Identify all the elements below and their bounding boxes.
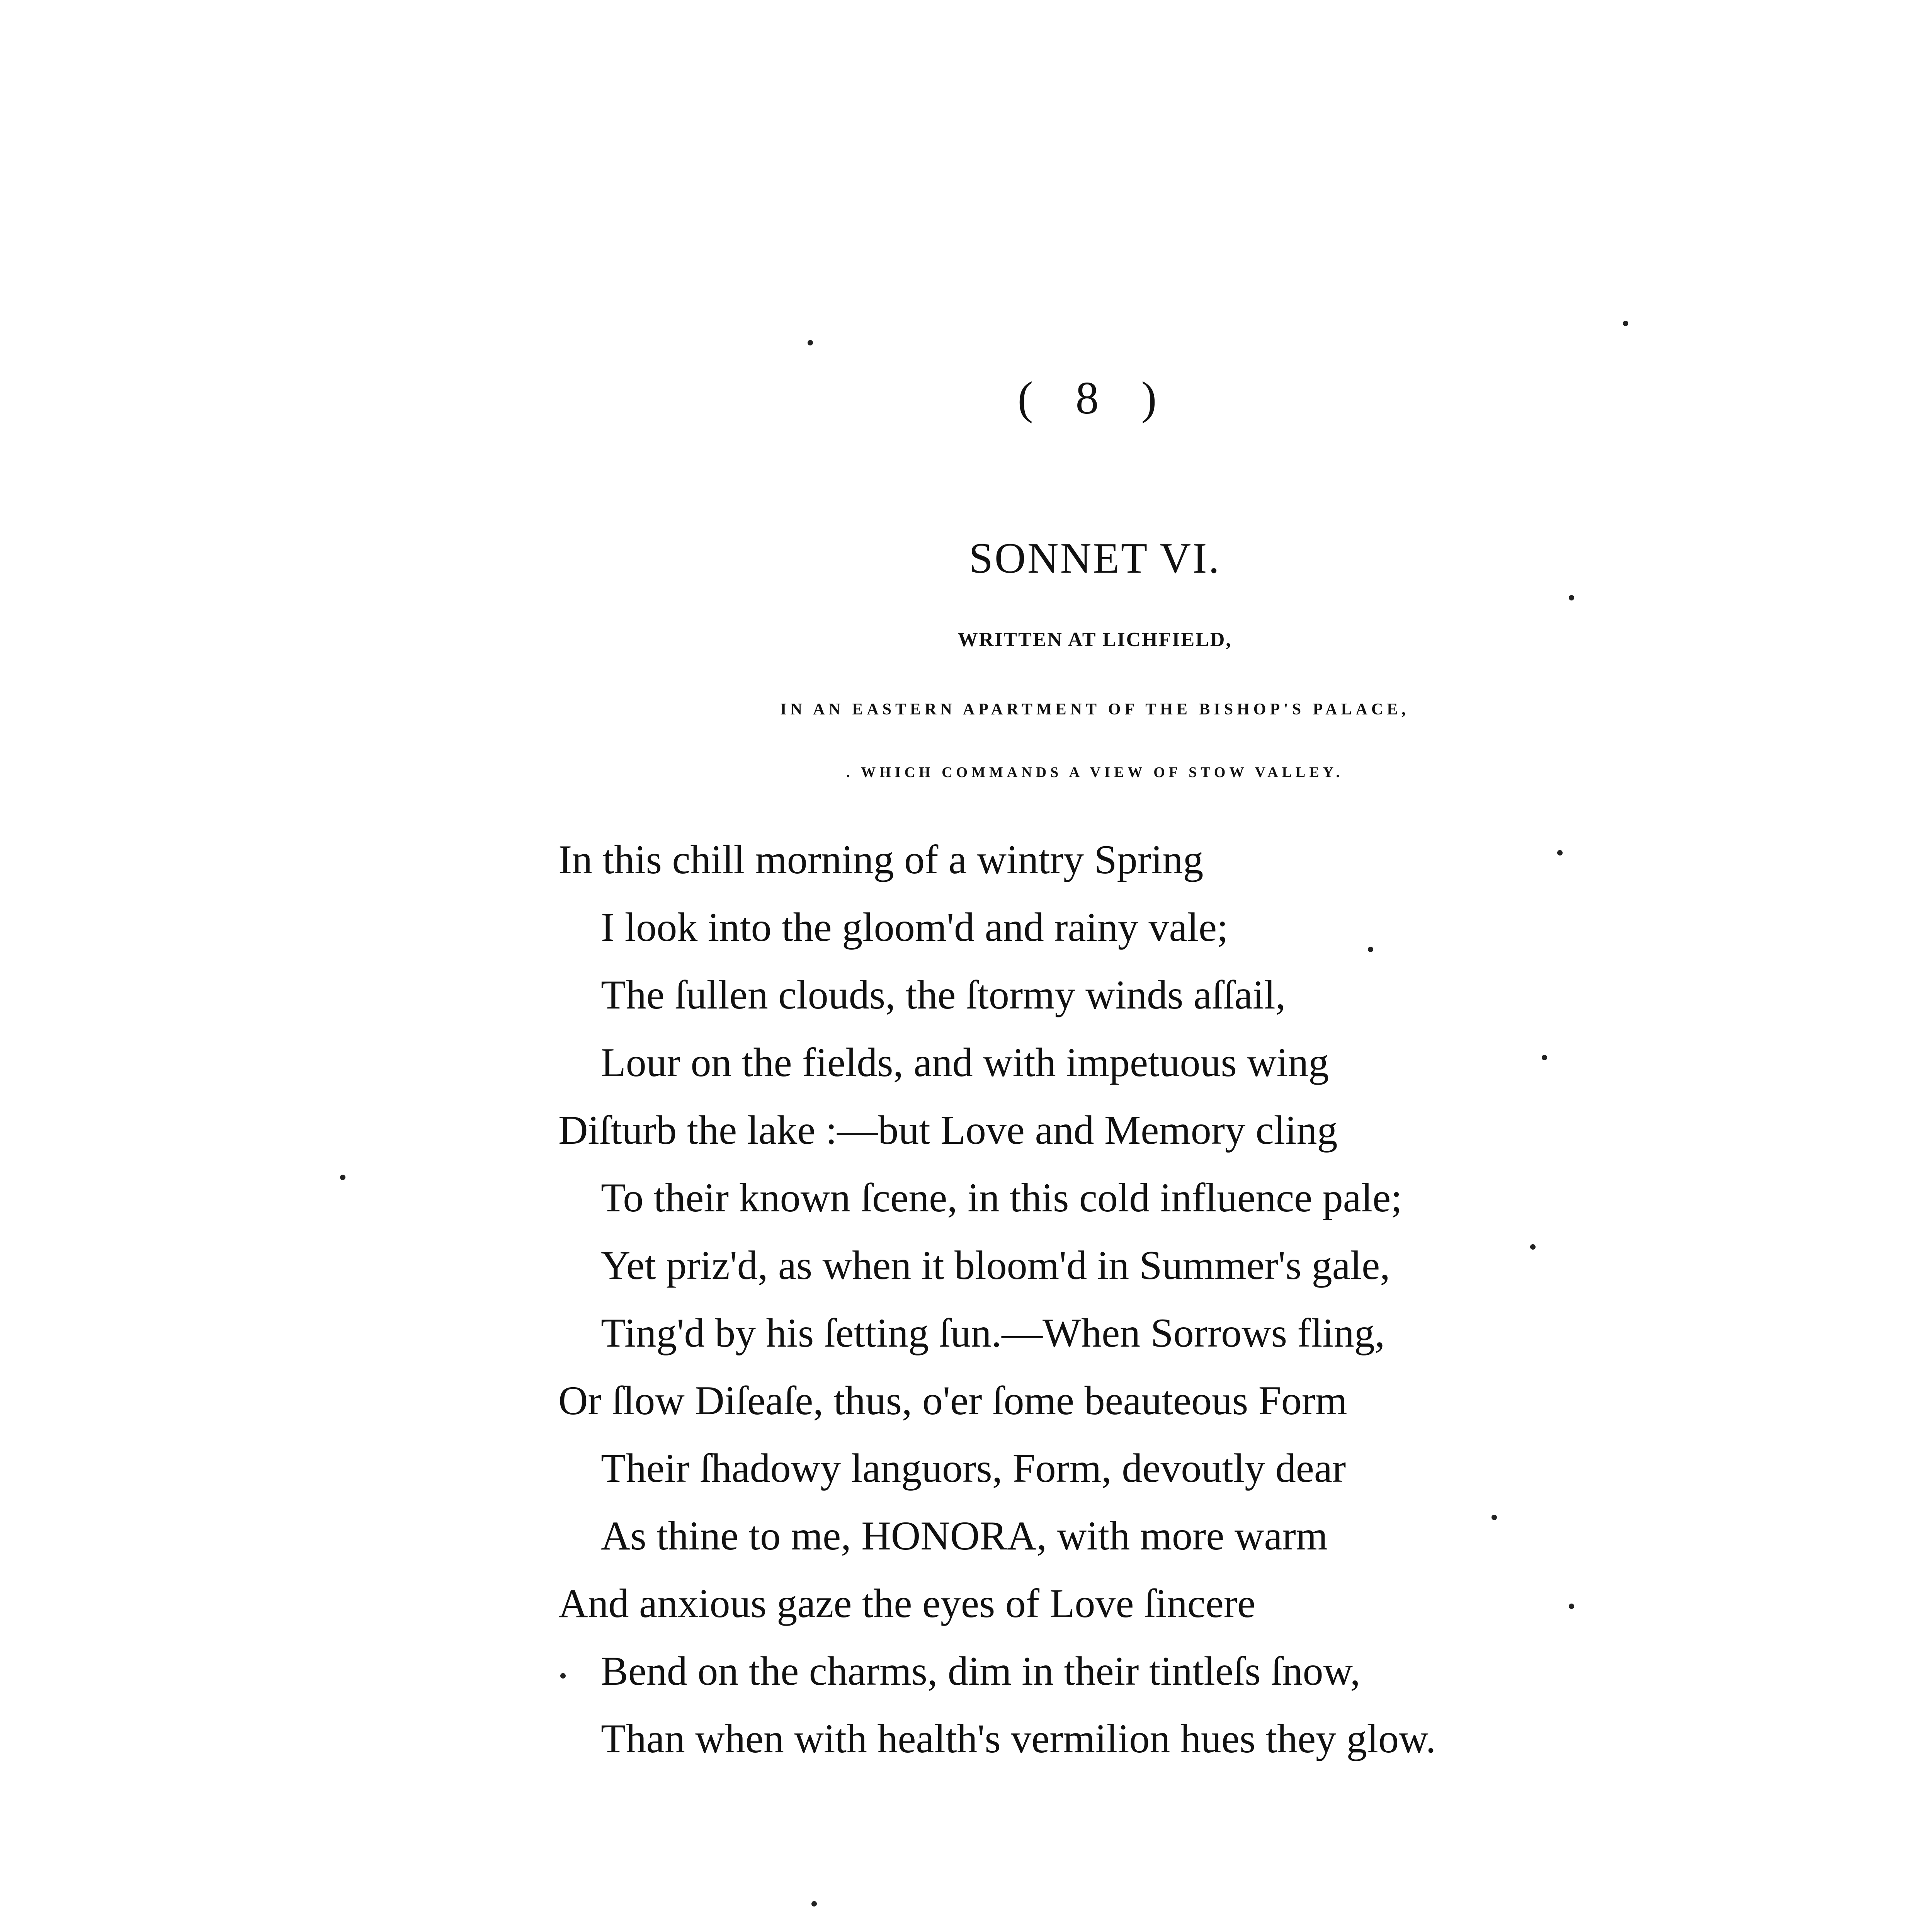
print-speck (340, 1175, 345, 1180)
poem-line-5: Diſturb the lake :—but Love and Memory cling (558, 1107, 1338, 1153)
print-speck (560, 1673, 566, 1679)
print-speck (811, 1901, 817, 1906)
print-speck (1557, 850, 1563, 855)
subtitle-line-1: WRITTEN AT LICHFIELD, (957, 629, 1232, 651)
poem-line-10: Their ſhadowy languors, Form, devoutly dear (601, 1446, 1346, 1491)
poem-line-1: In this chill morning of a wintry Spring (558, 837, 1204, 882)
poem-line-4: Lour on the fields, and with impetuous wing (601, 1040, 1329, 1085)
poem-line-12: And anxious gaze the eyes of Love ſincere (558, 1581, 1256, 1626)
subtitle-line-3: . WHICH COMMANDS A VIEW OF STOW VALLEY. (846, 764, 1344, 781)
print-speck (1368, 947, 1373, 952)
subtitle-line-2: IN AN EASTERN APARTMENT OF THE BISHOP'S PALACE, (780, 701, 1410, 718)
poem-line-8: Ting'd by his ſetting ſun.—When Sorrows fling, (601, 1310, 1385, 1355)
poem-line-6: To their known ſcene, in this cold influence pale; (601, 1175, 1402, 1220)
sonnet-title: SONNET VI. (969, 534, 1221, 582)
poem-line-3: The ſullen clouds, the ſtormy winds aſſail, (601, 972, 1286, 1017)
poem-line-13: Bend on the charms, dim in their tintleſs ſnow, (601, 1648, 1361, 1694)
print-speck (1623, 321, 1628, 326)
poem-line-14: Than when with health's vermilion hues they glow. (601, 1716, 1436, 1761)
poem-line-7: Yet priz'd, as when it bloom'd in Summer's gale, (601, 1243, 1390, 1288)
page-number: ( 8 ) (1017, 372, 1172, 423)
poem-line-9: Or ſlow Diſeaſe, thus, o'er ſome beauteous Form (558, 1378, 1347, 1423)
print-speck (1569, 595, 1574, 600)
print-speck (1542, 1055, 1547, 1060)
print-speck (808, 340, 813, 345)
print-speck (1569, 1604, 1574, 1609)
poem-line-2: I look into the gloom'd and rainy vale; (601, 905, 1228, 950)
poem-line-11: As thine to me, HONORA, with more warm (601, 1513, 1328, 1558)
print-speck (1492, 1515, 1497, 1520)
print-speck (1530, 1244, 1536, 1250)
